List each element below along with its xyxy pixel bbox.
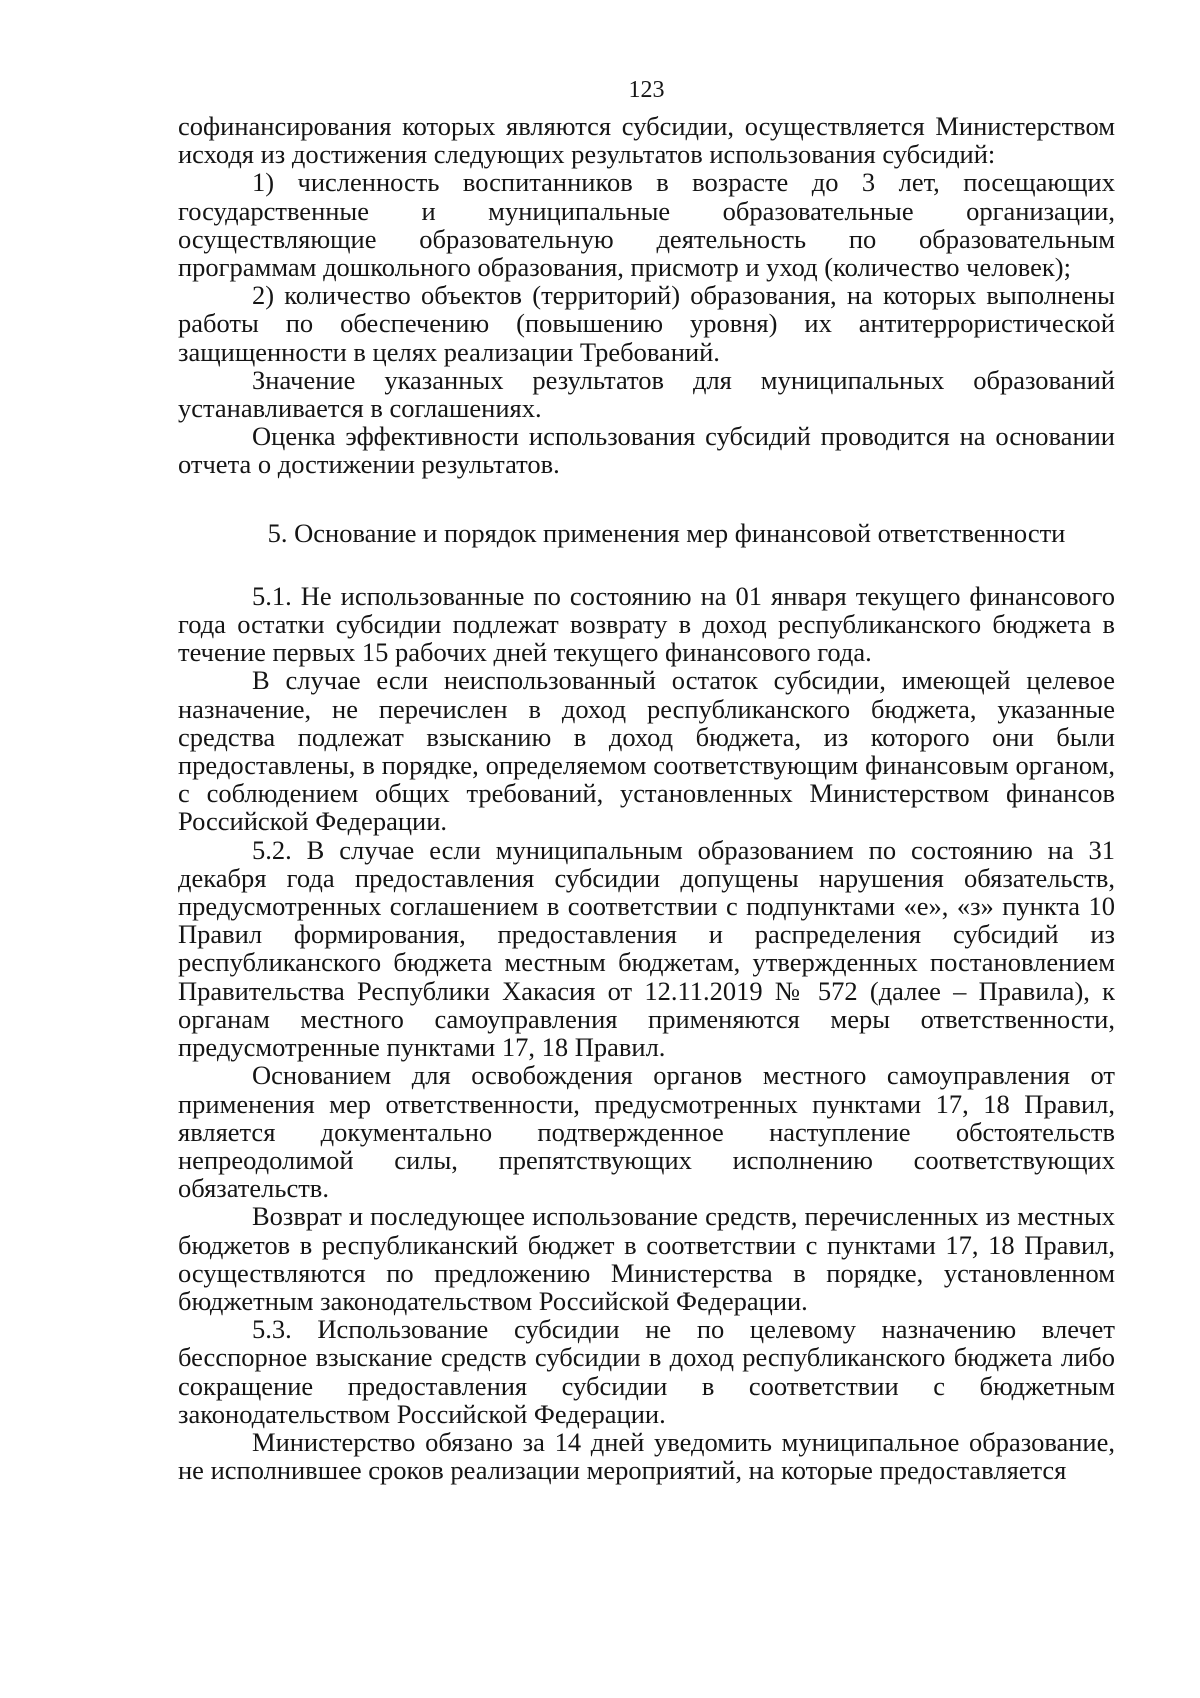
paragraph-5-3: 5.3. Использование субсидии не по целевому назначению влечет бесспорное взыскание средств субсидии в доход республиканского бюджета либо сокращение предоставления субсидии в соответствии с бюджетным законодательством Российской Федерации. <box>178 1314 1115 1429</box>
section-heading: 5. Основание и порядок применения мер финансовой ответственности <box>267 517 1066 548</box>
paragraph-exemption-grounds: Основанием для освобождения органов местного самоуправления от применения мер ответственности, предусмотренных пунктами 17, 18 Правил, является документально подтвержденное наступление обстоятельств непреодолимой силы, препятствующих исполнению соответствующих обязательств. <box>178 1060 1115 1204</box>
paragraph-efficiency-evaluation: Оценка эффективности использования субсидий проводится на основании отчета о достижении результатов. <box>178 421 1115 480</box>
paragraph-5-2: 5.2. В случае если муниципальным образованием по состоянию на 31 декабря года предоставления субсидии допущены нарушения обязательств, предусмотренных соглашением в соответствии с подпунктами «е», «з» пункта 10 Правил формирования, предоставления и распределения субсидий из республиканского бюджета местным бюджетам, утвержденных постановлением Правительства Республики Хакасия от 12.11.2019 № 572 (далее – Правила), к органам местного самоуправления применяются меры ответственности, предусмотренные пунктами 17, 18 Правил. <box>178 834 1115 1063</box>
paragraph-5-1: 5.1. Не использованные по состоянию на 01 января текущего финансового года остатки субсидии подлежат возврату в доход республиканского бюджета в течение первых 15 рабочих дней текущего финансового года. <box>178 580 1115 668</box>
spacer <box>178 479 1115 519</box>
spacer <box>178 547 1115 582</box>
paragraph-continuation: софинансирования которых являются субсидии, осуществляется Министерством исходя из достижения следующих результатов использования субсидий: <box>178 111 1115 170</box>
paragraph-refund-usage: Возврат и последующее использование средств, перечисленных из местных бюджетов в республиканский бюджет в соответствии с пунктами 17, 18 Правил, осуществляются по предложению Министерства в порядке, установленном бюджетным законодательством Российской Федерации. <box>178 1201 1115 1316</box>
paragraph-result-2: 2) количество объектов (территорий) образования, на которых выполнены работы по обеспечению (повышению уровня) их антитеррористической защищенности в целях реализации Требований. <box>178 280 1115 367</box>
paragraph-unused-remainder: В случае если неиспользованный остаток субсидии, имеющей целевое назначение, не перечислен в доход республиканского бюджета, указанные средства подлежат взысканию в доход бюджета, из которого они были предоставлены, в порядке, определяемом соответствующим финансовым органом, с соблюдением общих требований, установленных Министерством финансов Российской Федерации. <box>178 665 1115 837</box>
page-number: 123 <box>628 77 665 103</box>
paragraph-result-values: Значение указанных результатов для муниципальных образований устанавливается в соглашениях. <box>178 364 1115 424</box>
paragraph-ministry-notice: Министерство обязано за 14 дней уведомить муниципальное образование, не исполнившее сроков реализации мероприятий, на которые предоставляется <box>178 1426 1115 1486</box>
paragraph-result-1: 1) численность воспитанников в возрасте до 3 лет, посещающих государственные и муниципальные образовательные организации, осуществляющие образовательную деятельность по образовательным программам дошкольного образования, присмотр и уход (количество человек); <box>178 167 1115 283</box>
